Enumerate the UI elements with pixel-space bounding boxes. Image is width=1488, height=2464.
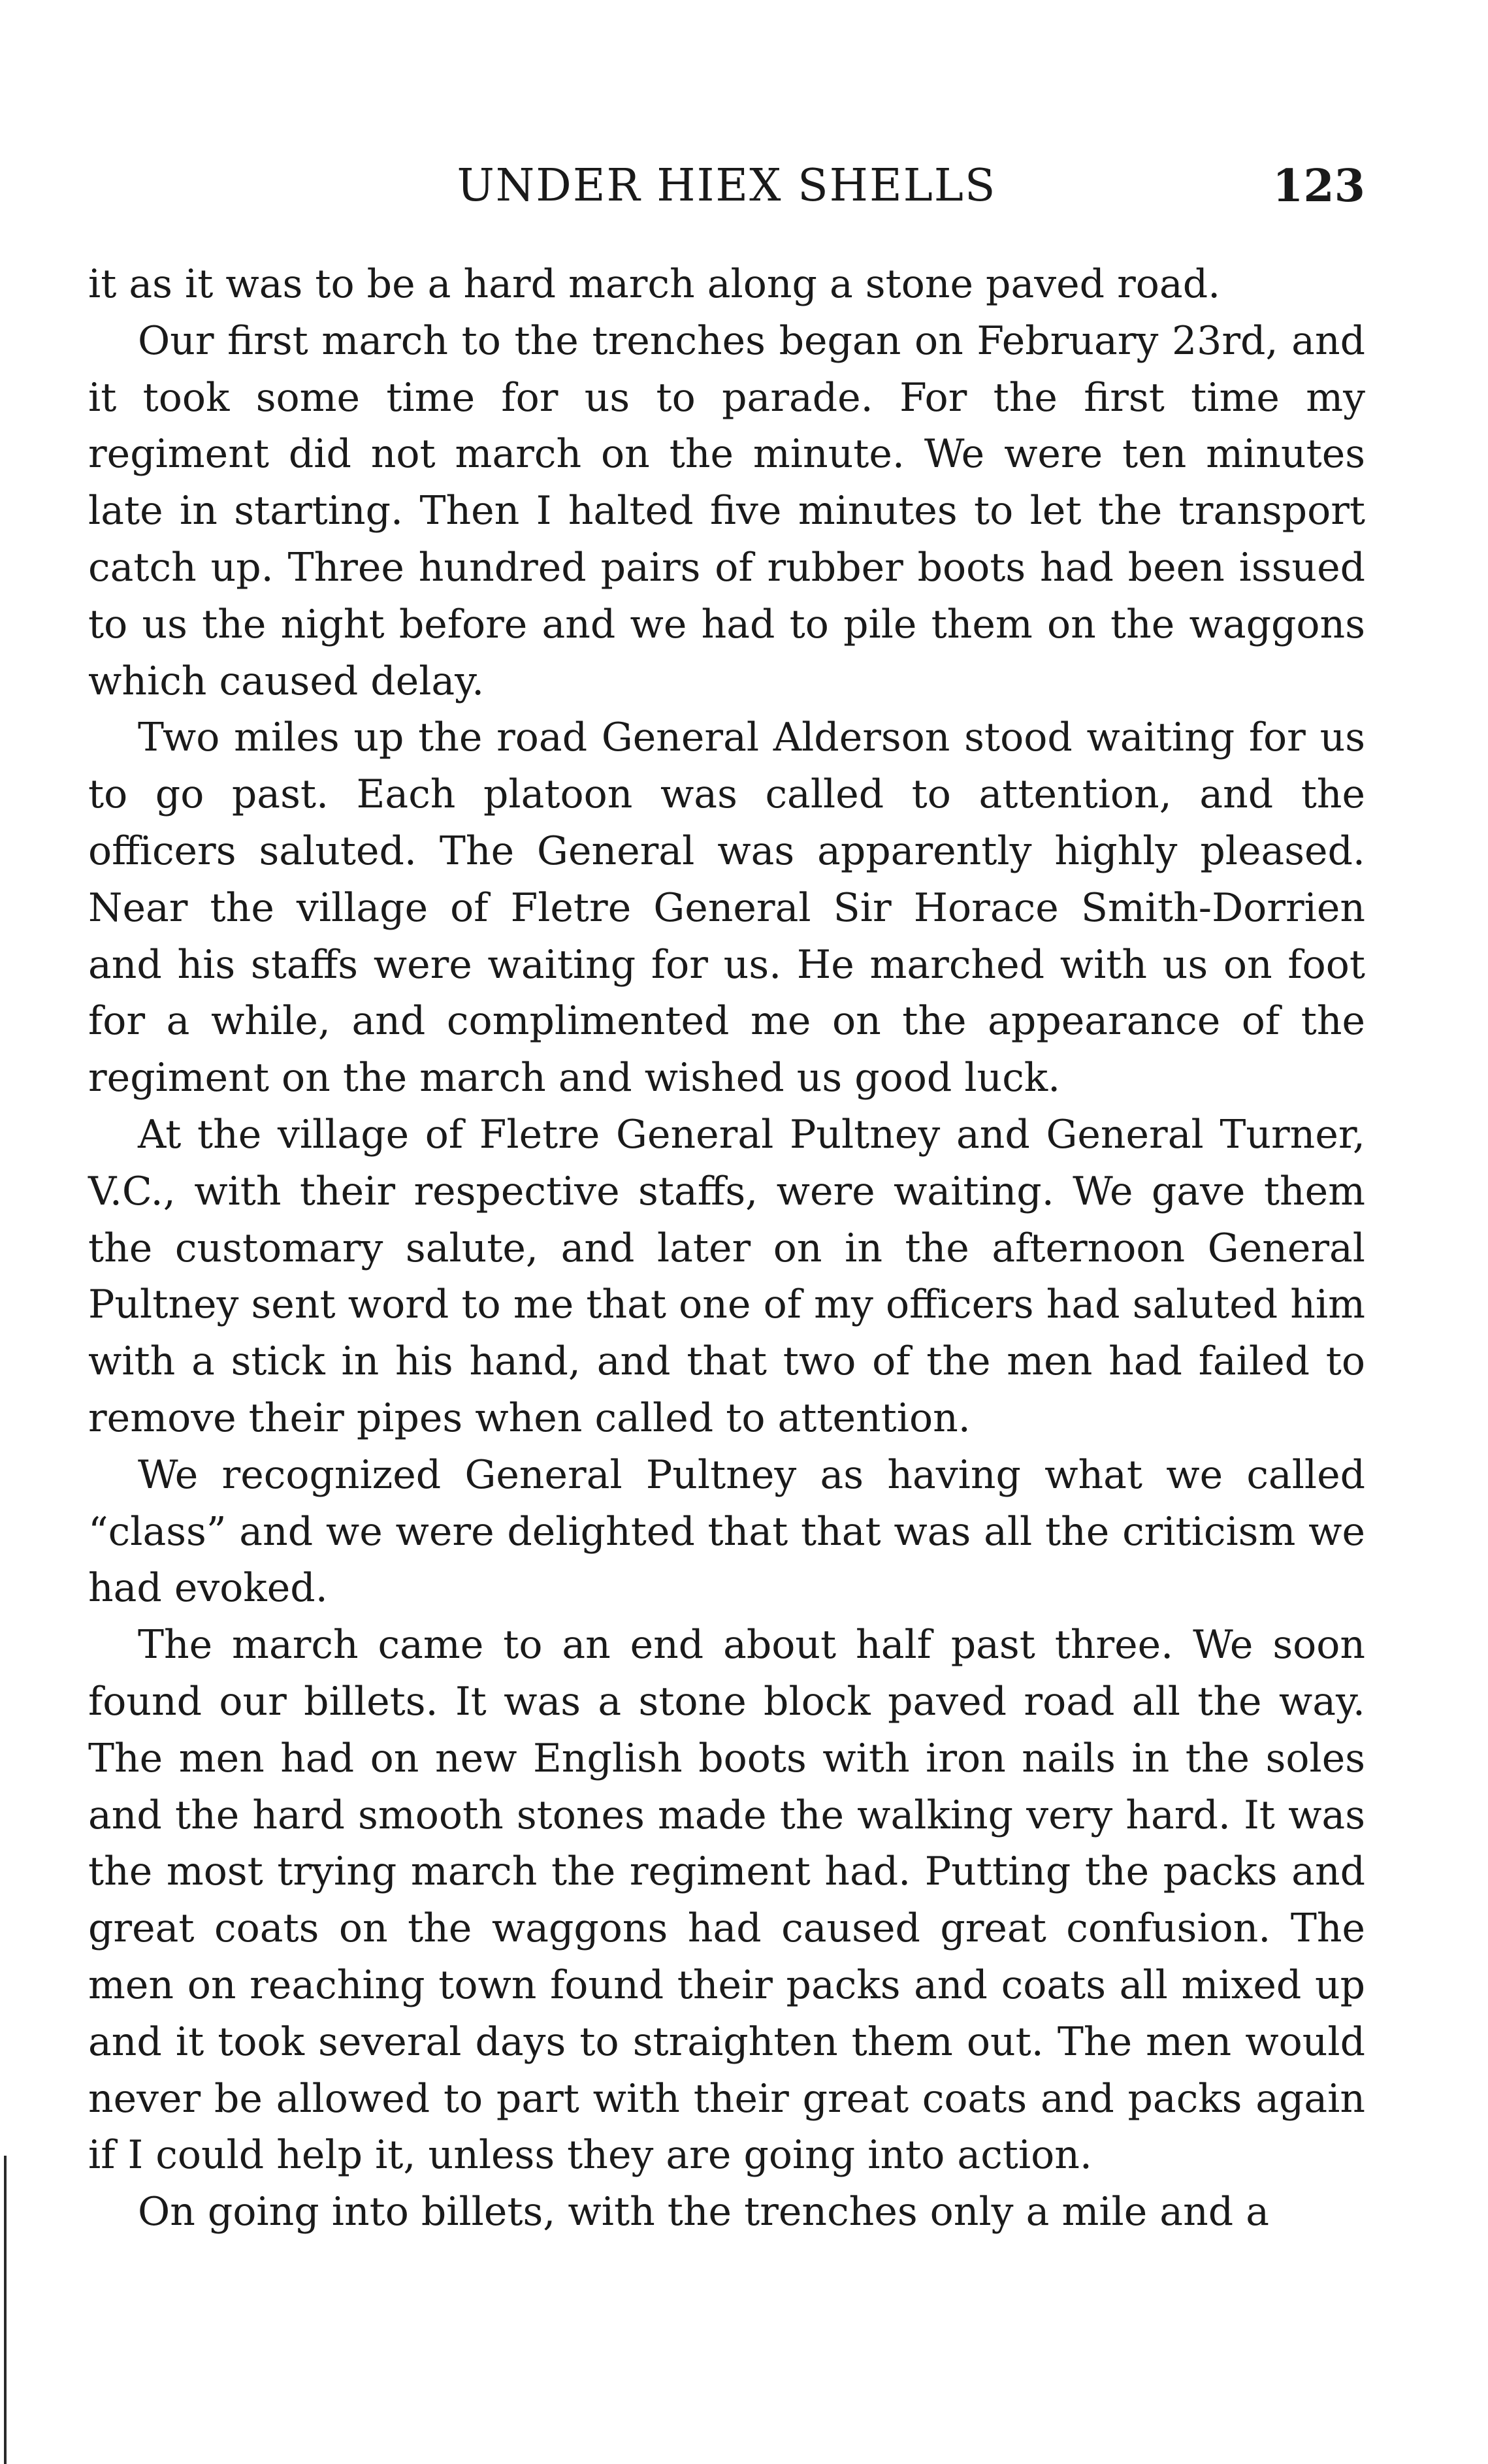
- scan-edge-line: [4, 2156, 7, 2464]
- body-text: [88, 256, 1365, 2241]
- page-header: [88, 150, 1365, 222]
- paragraph: At the village of Fletre General Pultney and General Turner, V.C., with their respective staffs, were waiting. We gave them the customary salute, and later on in the afternoon General Pultney sent word to me that one of my officers had saluted him with a stick in his hand, and that two of the men had failed to remove their pipes when called to attention.: [88, 1111, 1365, 1441]
- paragraph: The march came to an end about half past three. We soon found our billets. It was a stone block paved road all the way. The men had on new English boots with iron nails in the soles and the hard smooth stones made the walking very hard. It was the most trying march the regiment had. Putting the packs and great coats on the waggons had caused great confusion. The men on reaching town found their packs and coats all mixed up and it took several days to straighten them out. The men would never be allowed to part with their great coats and packs again if I could help it, unless they are going into action.: [88, 1622, 1365, 2179]
- paragraph: Our first march to the trenches began on February 23rd, and it took some time for us to parade. For the first time my regiment did not march on the minute. We were ten minutes late in starting. Then I halted five minutes to let the transport catch up. Three hundred pairs of rubber boots had been issued to us the night before and we had to pile them on the waggons which caused delay.: [88, 317, 1365, 704]
- page-number: 123: [1272, 160, 1365, 212]
- running-title: UNDER HIEX SHELLS: [457, 160, 997, 212]
- paragraph-continued: it as it was to be a hard march along a stone paved road.: [88, 261, 1221, 307]
- paragraph: We recognized General Pultney as having what we called “class” and we were delighted that that was all the criticism we had evoked.: [88, 1451, 1365, 1612]
- paragraph: Two miles up the road General Alderson stood waiting for us to go past. Each platoon was called to attention, and the officers saluted. The General was apparently highly pleased. Near the village of Fletre General Sir Horace Smith-Dorrien and his staffs were waiting for us. He marched with us on foot for a while, and complimented me on the appearance of the regiment on the march and wished us good luck.: [88, 715, 1365, 1101]
- paragraph-last: On going into billets, with the trenches only a mile and a: [138, 2189, 1269, 2235]
